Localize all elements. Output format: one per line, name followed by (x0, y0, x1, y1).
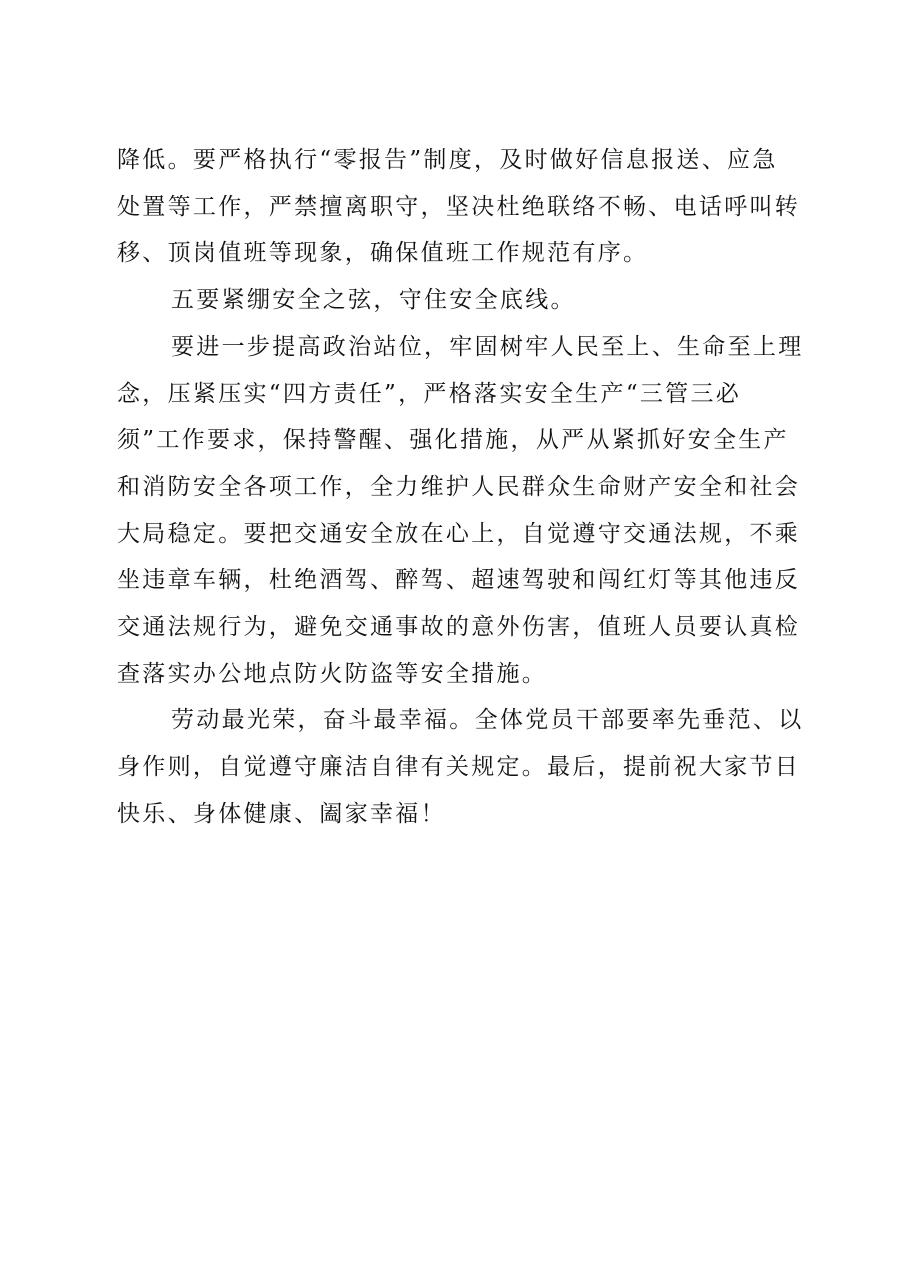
text-line: 交通法规行为，避免交通事故的意外伤害，值班人员要认真检 (117, 614, 801, 641)
text-line: 劳动最光荣，奋斗最幸福。全体党员干部要率先垂范、以 (171, 707, 804, 734)
paragraph-duty-reporting (117, 137, 807, 277)
text-line: 查落实办公地点防火防盗等安全措施。 (117, 660, 548, 687)
text-line: 快乐、身体健康、阖家幸福！ (117, 800, 446, 827)
paragraph-safety (117, 324, 807, 698)
text-line: 和消防安全各项工作，全力维护人民群众生命财产安全和社会 (117, 473, 801, 500)
text-line: 坐违章车辆，杜绝酒驾、醉驾、超速驾驶和闯红灯等其他违反 (117, 567, 801, 594)
text-line: 移、顶岗值班等现象，确保值班工作规范有序。 (117, 240, 649, 267)
text-line: 大局稳定。要把交通安全放在心上，自觉遵守交通法规，不乘 (117, 520, 801, 547)
paragraph-section-heading (117, 277, 807, 324)
text-line: 须”工作要求，保持警醒、强化措施，从严从紧抓好安全生产 (117, 427, 789, 454)
paragraph-closing (117, 697, 807, 837)
text-line: 降低。要严格执行“零报告”制度，及时做好信息报送、应急 (117, 147, 778, 173)
text-line: 处置等工作，严禁擅离职守，坚决杜绝联络不畅、电话呼叫转 (117, 193, 801, 220)
text-line: 要进一步提高政治站位，牢固树牢人民至上、生命至上理 (171, 333, 804, 360)
document-body (117, 137, 807, 838)
text-line: 身作则，自觉遵守廉洁自律有关规定。最后，提前祝大家节日 (117, 754, 801, 781)
section-heading: 五要紧绷安全之弦，守住安全底线。 (171, 287, 576, 314)
text-line: 念，压紧压实“四方责任”，严格落实安全生产“三管三必 (117, 380, 742, 407)
